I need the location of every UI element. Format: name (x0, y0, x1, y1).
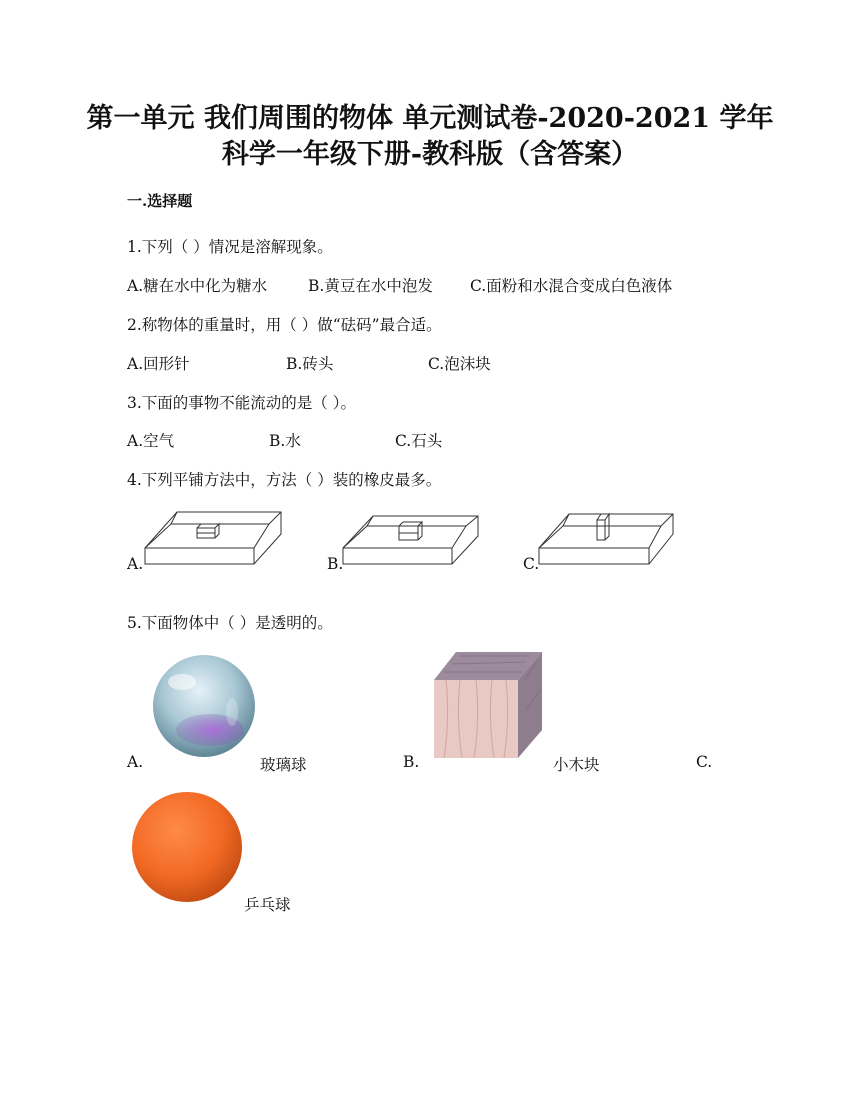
question-5-option-b: B. (403, 753, 420, 771)
section-heading: 一.选择题 (127, 192, 193, 210)
question-4-option-b: B. (327, 555, 344, 573)
question-1-option-b: B.黄豆在水中泡发 (308, 277, 433, 295)
question-3-option-c: C.石头 (395, 432, 443, 450)
wooden-block-image (426, 650, 546, 760)
question-2-option-b: B.砖头 (286, 355, 334, 373)
question-5-option-c-name: 乒乓球 (244, 896, 291, 914)
question-3-option-a: A.空气 (127, 432, 175, 450)
question-3-stem: 3.下面的事物不能流动的是（ ）。 (127, 394, 356, 412)
question-1-option-a: A.糖在水中化为糖水 (127, 277, 268, 295)
ping-pong-ball-image (130, 790, 244, 904)
tray-diagram-a (143, 508, 283, 568)
glass-marble-image (150, 652, 258, 760)
question-4-stem: 4.下列平铺方法中，方法（ ）装的橡皮最多。 (127, 471, 442, 489)
tray-diagram-b (341, 512, 481, 568)
question-5-option-c: C. (696, 753, 713, 771)
question-5-stem: 5.下面物体中（ ）是透明的。 (127, 614, 333, 632)
question-5-option-a: A. (127, 753, 144, 771)
question-2-option-c: C.泡沫块 (428, 355, 491, 373)
question-5-option-a-name: 玻璃球 (260, 756, 307, 774)
question-3-option-b: B.水 (269, 432, 301, 450)
question-5-option-b-name: 小木块 (553, 756, 600, 774)
question-4-option-c: C. (523, 555, 540, 573)
document-title-line-1: 第一单元 我们周围的物体 单元测试卷-2020-2021 学年 (86, 103, 774, 134)
document-title-line-2: 科学一年级下册-教科版（含答案） (221, 139, 639, 170)
question-1-option-c: C.面粉和水混合变成白色液体 (470, 277, 673, 295)
question-1-stem: 1.下列（ ）情况是溶解现象。 (127, 238, 333, 256)
question-2-stem: 2.称物体的重量时，用（ ）做“砝码”最合适。 (127, 316, 442, 334)
question-2-option-a: A.回形针 (127, 355, 190, 373)
tray-diagram-c (537, 510, 677, 568)
question-4-option-a: A. (127, 555, 144, 573)
